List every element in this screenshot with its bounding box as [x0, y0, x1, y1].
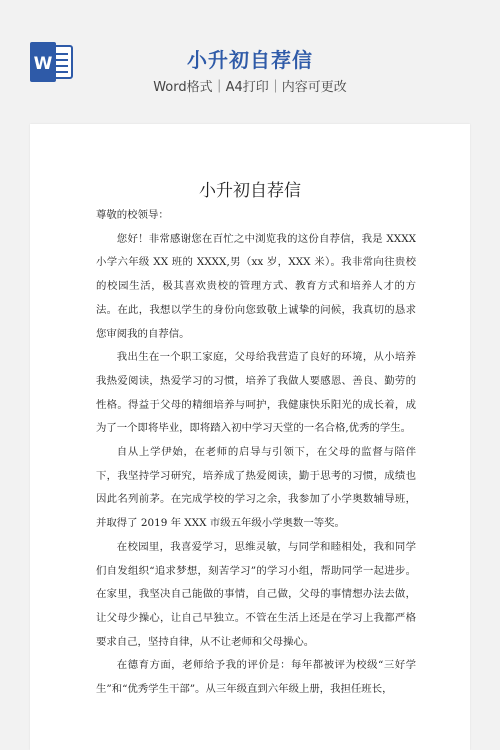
paragraph: 我出生在一个职工家庭，父母给我营造了良好的环境，从小培养我热爱阅读，热爱学习的习惯，培养了我做人要感恩、善良、勤劳的性格。得益于父母的精细培养与呵护，我健康快乐阳光的成长着，成为了一个即将毕业，即将踏入初中学习天堂的一名合格,优秀的学生。 — [96, 351, 416, 435]
document-body — [96, 204, 416, 702]
paragraph: 在校园里，我喜爱学习，思维灵敏，与同学和睦相处，我和同学们自发组织“追求梦想，刻苦学习”的学习小组，帮助同学一起进步。在家里，我坚决自己能做的事情，自己做，父母的事情想办法去做，让父母少操心，让自己早独立。不管在生活上还是在学习上我都严格要求自己，坚持自律，从不让老师和父母操心。 — [96, 540, 416, 648]
paragraph: 您好！非常感谢您在百忙之中浏览我的这份自荐信，我是 XXXX 小学六年级 XX 班的 XXXX,男（xx 岁，XXX 米）。我非常向往贵校的校园生活，极其喜欢贵校的管理方式、教育方式和培养人才的方法。在此，我想以学生的身份向您致敬上诚挚的问候，我真切的恳求您审阅我的自荐信。 — [96, 232, 416, 340]
svg-text:W: W — [33, 54, 53, 74]
greeting: 尊敬的校领导： — [96, 209, 169, 221]
paragraph: 在德育方面，老师给予我的评价是：每年都被评为校级“三好学生”和“优秀学生干部”。从三年级直到六年级上册，我担任班长， — [96, 659, 416, 696]
page-title: 小升初自荐信 — [187, 48, 313, 72]
document-header — [0, 0, 500, 120]
paragraph: 自从上学伊始，在老师的启导与引领下，在父母的监督与陪伴下，我坚持学习研究，培养成了热爱阅读，勤于思考的习惯，成绩也因此名列前茅。在完成学校的学习之余，我参加了小学奥数辅导班，并取得了 2019 年 XXX 市级五年级小学奥数一等奖。 — [96, 446, 416, 530]
document-title: 小升初自荐信 — [199, 181, 301, 201]
document-page — [30, 124, 470, 750]
page-subtitle: Word格式｜A4打印｜内容可更改 — [153, 80, 347, 95]
